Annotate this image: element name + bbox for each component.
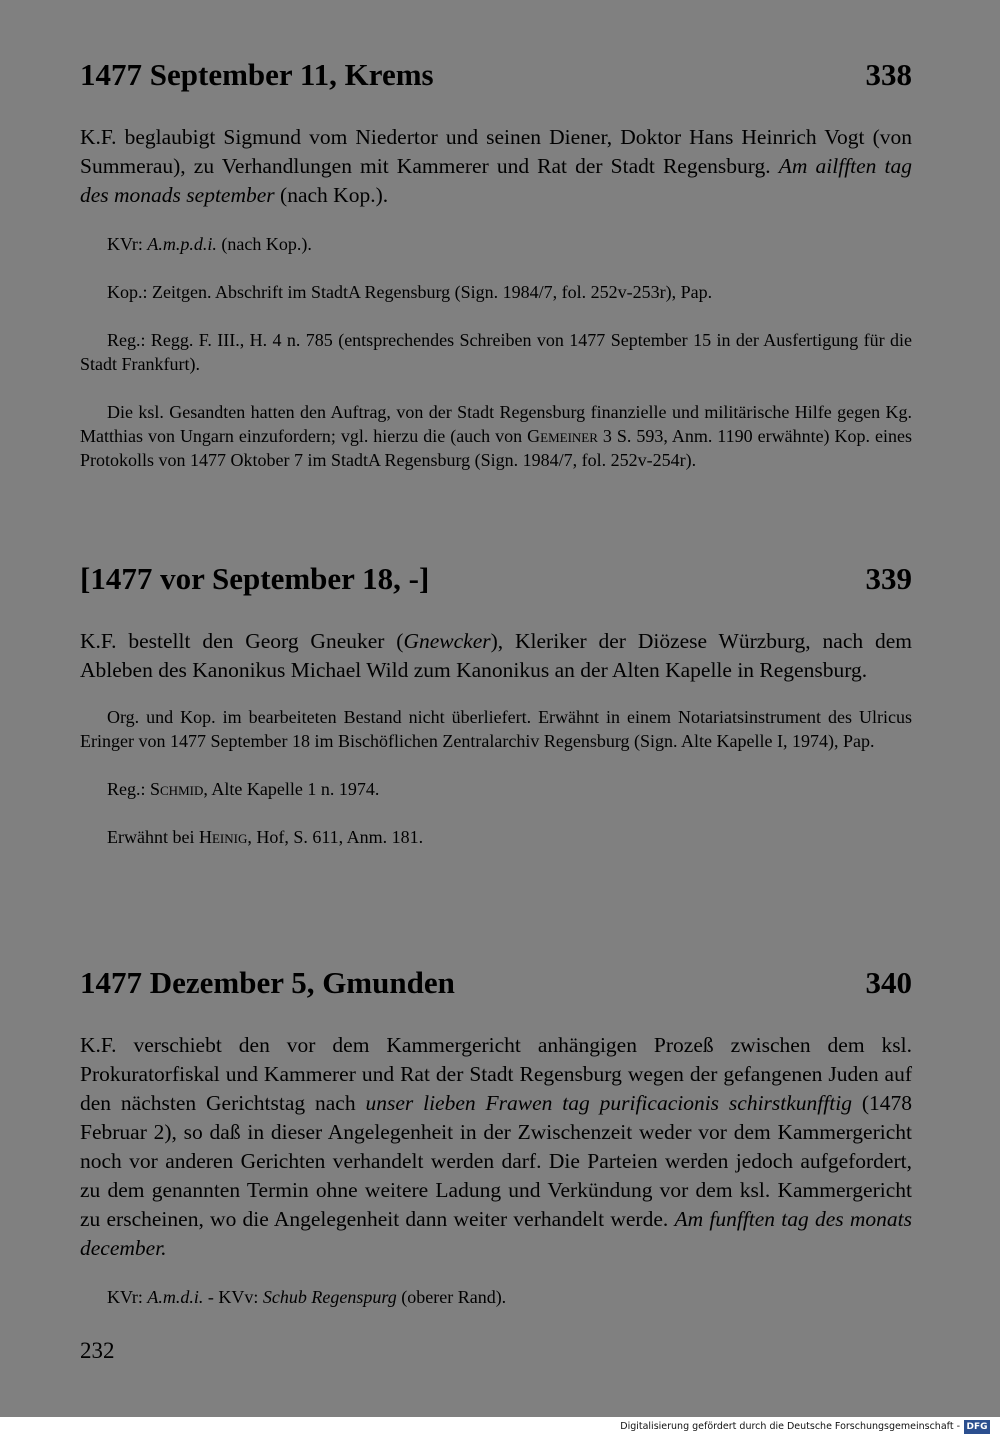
commentary-text: Die ksl. Gesandten hatten den Auftrag, von der Stadt Regensburg finanzielle und militärische Hilfe gegen Kg. Matthias von Ungarn einzufordern; vgl. hierzu die (auch von <box>80 402 912 446</box>
entry-summary <box>80 1031 912 1263</box>
entry-heading <box>80 561 912 597</box>
kvv-value: Schub Regenspurg <box>262 1287 397 1307</box>
org-note: Org. und Kop. im bearbeiteten Bestand nicht überliefert. Erwähnt in einem Notariatsinstrument des Ulricus Eringer von 1477 September 18 im Bischöflichen Zentralarchiv Regensburg (Sign. Alte Kapelle I, 1974), Pap. <box>80 707 912 751</box>
reg-tail: , Alte Kapelle 1 n. 1974. <box>203 779 380 799</box>
author-reference: Heinig <box>198 827 248 847</box>
summary-closing-quote: Am funfften tag des monats december. <box>80 1207 912 1260</box>
reg-label: Reg.: <box>107 779 150 799</box>
kvr-label: KVr: <box>107 1287 148 1307</box>
mention-label: Erwähnt bei <box>107 827 199 847</box>
summary-quote: Gnewcker <box>403 629 491 653</box>
summary-text: K.F. bestellt den Georg Gneuker ( <box>80 629 404 653</box>
entry-heading <box>80 57 912 93</box>
entry-heading <box>80 965 912 1001</box>
summary-text: K.F. beglaubigt Sigmund vom Niedertor und seinen Diener, Doktor Hans Heinrich Vogt (von Summerau), zu Verhandlungen mit Kammerer und Rat der Stadt Regensburg. <box>80 125 912 178</box>
entry-summary <box>80 123 912 210</box>
entry-number: 340 <box>865 965 912 1000</box>
commentary-note <box>80 400 912 472</box>
kvv-tail: (oberer Rand). <box>396 1287 507 1307</box>
dfg-logo-icon: DFG <box>964 1420 990 1434</box>
kvv-label: - KVv: <box>203 1287 263 1307</box>
page-number: 232 <box>80 1338 115 1363</box>
kop-note: Kop.: Zeitgen. Abschrift im StadtA Regensburg (Sign. 1984/7, fol. 252v-253r), Pap. <box>107 282 713 302</box>
author-reference: Schmid <box>150 779 204 799</box>
entry-title: 1477 September 11, Krems <box>80 57 434 92</box>
kvr-tail: (nach Kop.). <box>216 234 312 254</box>
summary-quote: Am ailfften tag des monads september <box>80 154 913 207</box>
summary-tail: ), Kleriker der Diözese Würzburg, nach dem Ableben des Kanonikus Michael Wild zum Kanonikus an der Alten Kapelle in Regensburg. <box>80 629 912 682</box>
summary-middle: (1478 Februar 2), so daß in dieser Angelegenheit in der Zwischenzeit weder vor dem Kammergericht noch vor anderen Gerichten verhandelt werden darf. Die Parteien werden jedoch aufgefordert, zu dem genannten Termin ohne weitere Ladung und Verkündung vor dem ksl. Kammergericht zu erscheinen, wo die Angelegenheit dann weiter verhandelt werde. <box>80 1091 912 1231</box>
author-reference: Gemeiner <box>527 426 598 446</box>
summary-text: K.F. verschiebt den vor dem Kammergericht anhängigen Prozeß zwischen dem ksl. Prokuratorfiskal und Kammerer und Rat der Stadt Regensburg wegen der gefangenen Juden auf den nächsten Gerichtstag nach <box>80 1033 912 1115</box>
mention-note <box>80 825 912 849</box>
kvr-value: A.m.p.d.i. <box>147 234 217 254</box>
entry-number: 338 <box>865 57 912 92</box>
commentary-tail: 3 S. 593, Anm. 1190 erwähnte) Kop. eines Protokolls von 1477 Oktober 7 im StadtA Regensburg (Sign. 1984/7, fol. 252v-254r). <box>80 426 912 470</box>
summary-tail: (nach Kop.). <box>274 183 389 207</box>
kvr-label: KVr: <box>107 234 148 254</box>
entry-339 <box>80 561 912 849</box>
entry-title: [1477 vor September 18, -] <box>80 561 430 596</box>
funding-footer <box>0 1417 1000 1439</box>
reg-note <box>80 777 912 801</box>
reg-note: Reg.: Regg. F. III., H. 4 n. 785 (entsprechendes Schreiben von 1477 September 15 in der Ausfertigung für die Stadt Frankfurt). <box>80 330 912 374</box>
kvr-note <box>80 232 912 256</box>
entry-summary <box>80 627 912 685</box>
mention-tail: , Hof, S. 611, Anm. 181. <box>247 827 424 847</box>
entry-number: 339 <box>865 561 912 596</box>
summary-quote: unser lieben Frawen tag purificacionis schirstkunfftig <box>365 1091 852 1115</box>
footer-credit: Digitalisierung gefördert durch die Deutsche Forschungsgemeinschaft - <box>620 1421 960 1432</box>
kvr-value: A.m.d.i. <box>147 1287 204 1307</box>
entry-title: 1477 Dezember 5, Gmunden <box>80 965 455 1000</box>
entry-340 <box>80 965 912 1309</box>
entry-338 <box>80 57 912 472</box>
kvr-kvv-note <box>80 1285 912 1309</box>
